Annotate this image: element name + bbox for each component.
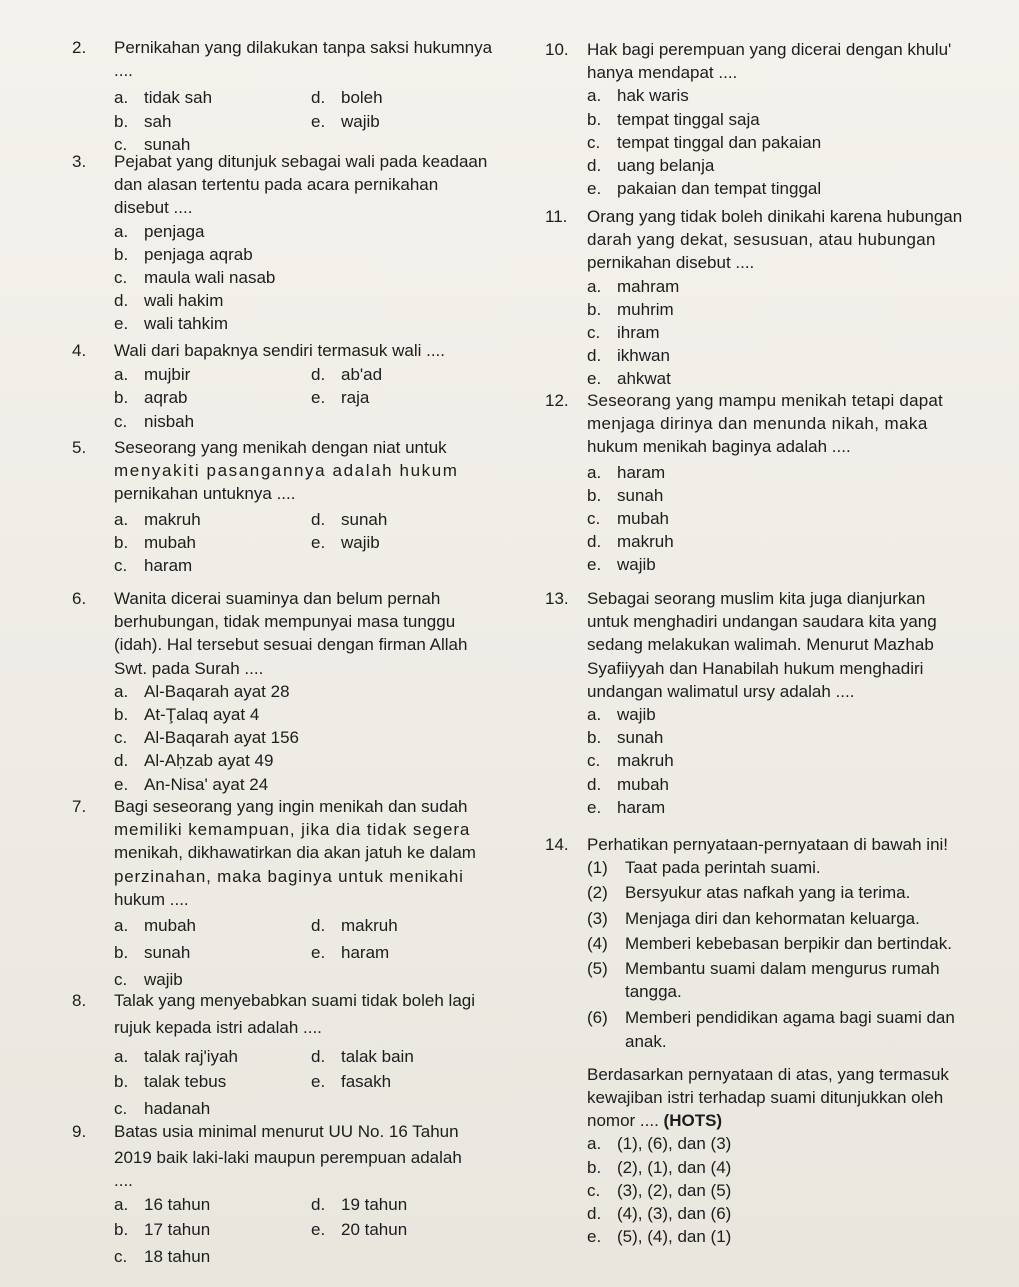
option-row: c. hadanah [114,1099,211,1119]
question-text: dan alasan tertentu pada acara pernikahan [114,175,439,195]
option-a[interactable]: mubah [144,916,196,936]
hots-label: (HOTS) [663,1111,723,1131]
option-row: c. haram [114,555,193,575]
option-row: c. 18 tahun [114,1246,211,1266]
question-text: Hak bagi perempuan yang dicerai dengan khulu' [587,40,952,59]
question-number: 12. [545,391,569,410]
question-3 [72,150,542,336]
option-row: b. talak tebus e. fasakh [114,1072,392,1092]
question-number: 11. [545,207,568,226]
option-e[interactable]: fasakh [341,1072,392,1092]
option-c[interactable]: haram [144,555,193,575]
option-d[interactable]: d. makruh [587,532,674,552]
question-4 [72,339,542,433]
question-9 [72,1120,542,1268]
question-text: hukum .... [114,889,189,909]
option-e[interactable]: e. ahkwat [587,369,671,389]
option-row: b. mubah e. wajib [114,532,380,552]
option-row: a. makruh d. sunah [114,509,388,529]
option-c[interactable]: c. tempat tinggal dan pakaian [587,132,822,152]
option-e[interactable]: wajib [341,532,380,552]
option-row: b. aqrab e. raja [114,388,370,408]
question-5 [72,436,542,577]
question-11 [545,205,1000,391]
option-b[interactable]: talak tebus [144,1072,227,1092]
question-8 [72,989,542,1121]
question-text: Pejabat yang ditunjuk sebagai wali pada keadaan [114,152,488,171]
option-a[interactable]: makruh [144,509,201,529]
question-text: Seseorang yang mampu menikah tetapi dapat [587,391,943,410]
question-2 [72,36,542,156]
option-row: b. sah e. wajib [114,111,380,131]
option-a[interactable]: mujbir [144,365,191,385]
option-a[interactable]: a. penjaga [114,221,205,241]
option-b[interactable]: aqrab [144,388,188,408]
option-a[interactable]: a. Al-Baqarah ayat 28 [114,681,290,701]
option-d[interactable]: talak bain [341,1047,414,1067]
question-number: 6. [72,589,87,608]
question-6 [72,587,542,796]
question-text: Orang yang tidak boleh dinikahi karena hubungan [587,207,963,226]
option-e[interactable]: wajib [341,111,380,131]
option-b[interactable]: 17 tahun [144,1219,211,1239]
question-text: undangan walimatul ursy adalah .... [587,681,855,701]
option-b[interactable]: b. (2), (1), dan (4) [587,1157,732,1177]
option-row: b. 17 tahun e. 20 tahun [114,1219,408,1239]
option-c[interactable]: hadanah [144,1099,211,1119]
question-text: menjaga dirinya dan menunda nikah, maka [587,414,928,434]
statement-2: (2) Bersyukur atas nafkah yang ia terima. [587,883,911,903]
question-text: hanya mendapat .... [587,63,738,83]
question-text: Berdasarkan pernyataan di atas, yang termasuk [587,1064,949,1084]
option-b[interactable]: mubah [144,532,196,552]
question-text: Seseorang yang menikah dengan niat untuk [114,438,447,457]
option-b[interactable]: b. At-Ţalaq ayat 4 [114,705,260,725]
question-text: disebut .... [114,198,193,218]
option-b[interactable]: b. penjaga aqrab [114,244,253,264]
option-c[interactable]: c. ihram [587,323,660,343]
option-a[interactable]: a. wajib [587,705,656,725]
question-text: Wali dari bapaknya sendiri termasuk wali .... [114,341,446,360]
option-d[interactable]: d. mubah [587,774,669,794]
option-c[interactable]: 18 tahun [144,1246,211,1266]
option-d[interactable]: d. wali hakim [114,291,224,311]
option-a[interactable]: a. (1), (6), dan (3) [587,1134,732,1154]
option-d[interactable]: d. Al-Aḥzab ayat 49 [114,751,274,771]
question-text: memiliki kemampuan, jika dia tidak segera [114,820,471,840]
question-text: berhubungan, tidak mempunyai masa tunggu [114,612,456,632]
option-a[interactable]: a. hak waris [587,86,689,106]
option-d[interactable]: ab'ad [341,365,383,385]
option-a[interactable]: talak raj'iyah [144,1047,238,1067]
question-number: 10. [545,40,569,59]
question-text: nomor .... (HOTS) [587,1111,723,1131]
statement-1: (1) Taat pada perintah suami. [587,858,821,878]
option-d[interactable]: boleh [341,88,383,108]
option-e[interactable]: haram [341,943,390,963]
question-text: (idah). Hal tersebut sesuai dengan firman Allah [114,635,468,655]
question-text: perzinahan, maka baginya untuk menikahi [114,866,464,886]
question-14 [545,833,1000,1248]
option-c[interactable]: c. mubah [587,509,669,529]
statement-5: (5) Membantu suami dalam mengurus rumah [587,959,940,979]
statement-4: (4) Memberi kebebasan berpikir dan bertindak. [587,933,952,953]
option-c[interactable]: sunah [144,134,191,154]
question-7 [72,795,542,991]
question-number: 2. [72,38,87,57]
option-a[interactable]: 16 tahun [144,1194,211,1214]
option-d[interactable]: sunah [341,509,388,529]
question-text: menyakiti pasangannya adalah hukum [114,461,459,481]
option-e[interactable]: e. wajib [587,555,656,575]
question-number: 3. [72,152,87,171]
question-13 [545,587,1000,819]
question-text: hukum menikah baginya adalah .... [587,437,851,457]
question-number: 4. [72,341,87,360]
question-number: 5. [72,438,87,457]
option-a[interactable]: tidak sah [144,88,213,108]
option-row: a. tidak sah d. boleh [114,88,383,108]
question-number: 14. [545,835,569,854]
question-text: 2019 baik laki-laki maupun perempuan adalah [114,1148,462,1168]
question-number: 13. [545,589,569,608]
question-text: Sebagai seorang muslim kita juga dianjurkan [587,589,926,608]
option-e[interactable]: 20 tahun [341,1219,408,1239]
option-b[interactable]: b. sunah [587,728,664,748]
option-row: b. sunah e. haram [114,943,390,963]
option-b[interactable]: sunah [144,943,191,963]
option-e[interactable]: raja [341,388,370,408]
option-row: c. wajib [114,970,183,990]
question-text: .... [114,61,133,81]
question-text: Batas usia minimal menurut UU No. 16 Tahun [114,1122,459,1141]
question-number: 8. [72,991,87,1010]
option-b[interactable]: b. muhrim [587,299,674,319]
option-c[interactable]: nisbah [144,411,195,431]
statement-6: (6) Memberi pendidikan agama bagi suami dan [587,1008,955,1028]
question-text: kewajiban istri terhadap suami ditunjukkan oleh [587,1088,944,1108]
option-e[interactable]: e. (5), (4), dan (1) [587,1227,732,1247]
option-a[interactable]: a. mahram [587,276,680,296]
question-text: Talak yang menyebabkan suami tidak boleh lagi [114,991,476,1010]
question-10 [545,38,1000,200]
option-d[interactable]: makruh [341,916,398,936]
option-e[interactable]: e. haram [587,797,666,817]
option-e[interactable]: e. wali tahkim [114,314,229,334]
option-e[interactable]: e. pakaian dan tempat tinggal [587,179,822,199]
option-e[interactable]: e. An-Nisa' ayat 24 [114,774,269,794]
option-a[interactable]: a. haram [587,462,666,482]
question-text: Bagi seseorang yang ingin menikah dan sudah [114,797,468,816]
option-c[interactable]: c. Al-Baqarah ayat 156 [114,728,299,748]
option-row: a. mujbir d. ab'ad [114,365,383,385]
statement-3: (3) Menjaga diri dan kehormatan keluarga. [587,908,920,928]
option-c[interactable]: c. makruh [587,751,674,771]
question-number: 7. [72,797,87,816]
question-text: Pernikahan yang dilakukan tanpa saksi hukumnya [114,38,493,57]
question-text: Syafiiyyah dan Hanabilah hukum menghadiri [587,658,924,678]
option-d[interactable]: d. ikhwan [587,346,670,366]
option-d[interactable]: d. (4), (3), dan (6) [587,1204,732,1224]
statement-5-cont: tangga. [625,982,682,1002]
question-text: untuk menghadiri undangan saudara kita yang [587,612,937,632]
question-text: darah yang dekat, sesusuan, atau hubungan [587,230,936,250]
option-b[interactable]: b. tempat tinggal saja [587,109,760,129]
option-d[interactable]: 19 tahun [341,1194,408,1214]
question-text: pernikahan untuknya .... [114,484,296,504]
option-b[interactable]: b. sunah [587,485,664,505]
option-c[interactable]: wajib [144,970,183,990]
question-text: Swt. pada Surah .... [114,658,264,678]
option-row: c. nisbah [114,411,195,431]
question-text: .... [114,1171,133,1191]
question-number: 9. [72,1122,87,1141]
option-row: a. mubah d. makruh [114,916,398,936]
question-text: sedang melakukan walimah. Menurut Mazhab [587,635,934,655]
question-text: Wanita dicerai suaminya dan belum pernah [114,589,441,608]
option-row: c. sunah [114,134,191,154]
question-12 [545,389,1000,577]
question-text: pernikahan disebut .... [587,253,755,273]
option-c[interactable]: c. (3), (2), dan (5) [587,1180,732,1200]
option-row: a. 16 tahun d. 19 tahun [114,1194,408,1214]
question-text: menikah, dikhawatirkan dia akan jatuh ke dalam [114,843,476,863]
option-d[interactable]: d. uang belanja [587,156,715,176]
option-c[interactable]: c. maula wali nasab [114,268,276,288]
question-text: rujuk kepada istri adalah .... [114,1018,322,1038]
option-row: a. talak raj'iyah d. talak bain [114,1047,414,1067]
statement-6-cont: anak. [625,1031,667,1051]
question-text: Perhatikan pernyataan-pernyataan di bawah ini! [587,835,949,854]
option-b[interactable]: sah [144,111,172,131]
